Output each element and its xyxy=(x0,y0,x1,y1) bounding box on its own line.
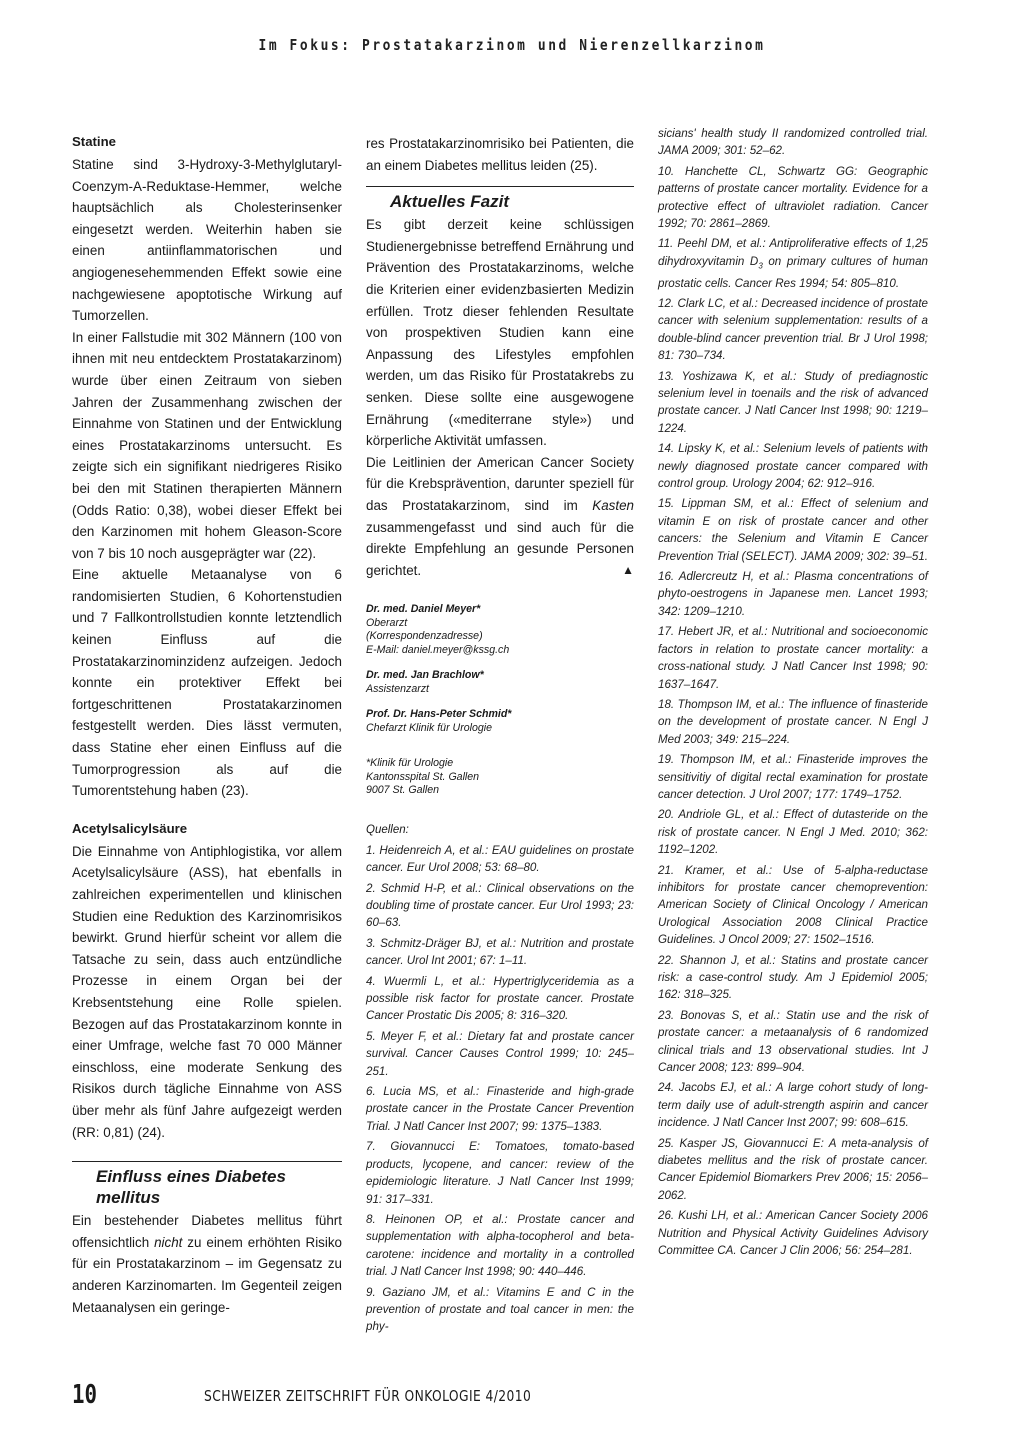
reference-item: 15. Lippman SM, et al.: Effect of selenium and vitamin E on risk of prostate cancer and other cancers: the Selenium and Vitamin E Cancer Prevention Trial (SELECT). JAMA 2009; 302: 39–51. xyxy=(658,497,929,563)
reference-list-col2 xyxy=(366,842,634,1336)
reference-item: 2. Schmid H-P, et al.: Clinical observations on the doubling time of prostate cancer. Eur Urol 1993; 23: 60–63. xyxy=(366,881,634,930)
author-email: E-Mail: daniel.meyer@kssg.ch xyxy=(366,643,510,656)
reference-item: 20. Andriole GL, et al.: Effect of dutasteride on the risk of prostate cancer. N Engl J Med. 2010; 362: 1192–1202. xyxy=(658,808,928,857)
reference-item: 14. Lipsky K, et al.: Selenium levels of patients with newly diagnosed prostate cancer compared with control group. Urology 2004; 62: 912–916. xyxy=(658,442,928,491)
author-name: Prof. Dr. Hans-Peter Schmid* xyxy=(366,708,512,721)
fazit-paragraph-1: Es gibt derzeit keine schlüssigen Studienergebnisse betreffend Ernährung und Prävention des Prostatakarzinoms, welche die Kriterien einer evidenzbasierten Medizin erfüllen. Trotz dieser fehlenden Resultate von prospektiven Studien kann eine Anpassung des Lifestyles empfohlen werden, um das Risiko für Prostatakrebs zu senken. Diese sollte eine ausgewogene Ernährung («mediterrane style») und körperliche Aktivität umfassen. xyxy=(366,217,634,449)
column-3 xyxy=(658,125,928,1263)
affiliation: *Klinik für Urologie Kantonsspital St. Gallen 9007 St. Gallen xyxy=(366,757,480,797)
reference-item: 5. Meyer F, et al.: Dietary fat and prostate cancer survival. Cancer Causes Control 1999; 10: 245–251. xyxy=(366,1029,634,1078)
diabetes-paragraph-1: Ein bestehender Diabetes mellitus führt offensichtlich nicht zu einem erhöhten Risiko für ein Prostatakarzinom – im Gegensatz zu anderen Karzinomarten. Im Gegenteil zeigen Metaanalysen ein geringe- xyxy=(72,1213,342,1315)
reference-item: 7. Giovannucci E: Tomatoes, tomato-based products, lycopene, and cancer: review of the epidemiologic literature. J Natl Cancer Inst 1999; 91: 317–331. xyxy=(366,1140,634,1206)
reference-item: 23. Bonovas S, et al.: Statin use and the risk of prostate cancer: a metaanalysis of 6 randomized clinical trials and 13 observational studies. Int J Cancer 2008; 123: 899–904. xyxy=(658,1008,928,1075)
statine-paragraph-2: In einer Fallstudie mit 302 Männern (100 von ihnen mit neu entdecktem Prostatakarzinom) wurde über einen Zeitraum von sieben Jahren der Zusammenhang zwischen der Einnahme von Statinen und der Entwicklung eines Prostatakarzinoms untersucht. Es zeigte sich ein signifikant niedrigeres Risiko bei den mit Statinen therapierten Männern (Odds Ratio: 0,38), wobei dieser Effekt bei den Karzinomen mit hohem Gleason-Score von 7 bis 10 noch ausgeprägter war (22). xyxy=(72,329,342,561)
statine-paragraph-1: Statine sind 3-Hydroxy-3-Methylglutaryl-Coenzym-A-Reduktase-Hemmer, welche hauptsächlich als Cholesterinsenker eingesetzt werden. Weiterhin haben sie einen antiinflammatorischen und angiogenesehemmenden Effekt sowie eine nachgewiesene apoptotische Wirkung auf Tumorzellen. xyxy=(72,157,342,324)
fazit-section-title: Aktuelles Fazit xyxy=(390,192,510,212)
reference-item: 21. Kramer, et al.: Use of 5-alpha-reductase inhibitors for prostate cancer chemoprevention: American Society of Clinical Oncology / American Urological Association 2008 Clinical Practice Guidelines. J Oncol 2009; 27: 1502–1516. xyxy=(658,863,928,947)
column-2 xyxy=(366,133,634,1339)
reference-item: 9. Gaziano JM, et al.: Vitamins E and C in the prevention of prostate and toal cancer in men: the phy- xyxy=(366,1285,634,1334)
reference-item: 16. Adlercreutz H, et al.: Plasma concentrations of phyto-oestrogens in Japanese men. Lancet 1993; 342: 1209–1210. xyxy=(658,570,928,618)
reference-item: 17. Hebert JR, et al.: Nutritional and socioeconomic factors in relation to prostate cancer mortality: a cross-national study. J Natl Cancer Inst 1998; 90: 1637–1647. xyxy=(658,625,928,691)
reference-item: 12. Clark LC, et al.: Decreased incidence of prostate cancer with selenium supplementation: results of a double-blind cancer prevention trial. Br J Urol 1998; 81: 730–734. xyxy=(658,296,928,363)
author-name: Dr. med. Daniel Meyer* xyxy=(366,603,481,616)
reference-item: 3. Schmitz-Dräger BJ, et al.: Nutrition and prostate cancer. Urol Int 2001; 67: 1–11. xyxy=(366,936,634,968)
reference-item: 4. Wuermli L, et al.: Hypertriglyceridemia as a possible risk factor for prostate cancer. Prostate Cancer Prostatic Dis 2005; 8: 316–320. xyxy=(366,974,634,1023)
section-divider xyxy=(366,186,634,187)
reference-item: 6. Lucia MS, et al.: Finasteride and high-grade prostate cancer in the Prostate Cancer Prevention Trial. J Natl Cancer Inst 2007; 99: 1375–1383. xyxy=(366,1085,634,1133)
journal-footer: SCHWEIZER ZEITSCHRIFT FÜR ONKOLOGIE 4/2010 xyxy=(204,1387,532,1405)
column-1 xyxy=(72,133,342,1318)
running-header: Im Fokus: Prostatakarzinom und Nierenzellkarzinom xyxy=(258,36,766,54)
reference-item: 26. Kushi LH, et al.: American Cancer Society 2006 Nutrition and Physical Activity Guidelines Advisory Committee CA. Cancer J Clin 2006; 56: 254–281. xyxy=(658,1209,928,1258)
diabetes-section-title: Einfluss eines Diabetes mellitus xyxy=(96,1167,286,1208)
statine-paragraph-3: Eine aktuelle Metaanalyse von 6 randomisierten Studien, 6 Kohortenstudien und 7 Fallkontrollstudien konnte letztendlich keinen Einfluss auf die Prostatakarzinominzidenz aufzeigen. Jedoch konnte ein protektiver Effekt bei fortgeschrittenen Prostatakarzinomen festgestellt werden. Dies lässt vermuten, dass Statine eher einen Einfluss auf die Tumorprogression als auf die Tumorentstehung haben (23). xyxy=(72,567,342,799)
reference-item: 11. Peehl DM, et al.: Antiproliferative effects of 1,25 dihydroxyvitamin $D_3$ on primary cultures of human prostatic cells. Cancer Res 1994; 54: 805–810. xyxy=(658,237,928,290)
reference-item: 24. Jacobs EJ, et al.: A large cohort study of long-term daily use of adult-strength aspirin and cancer incidence. J Natl Cancer Inst 2007; 99: 608–615. xyxy=(658,1081,928,1130)
author-block xyxy=(366,603,634,798)
reference-item: 18. Thompson IM, et al.: The influence of finasteride on the development of prostate cancer. N Engl J Med 2003; 349: 215–224. xyxy=(658,697,928,746)
author-entry: Dr. med. Jan Brachlow* Assistenzarzt xyxy=(366,669,634,696)
ass-paragraph-1: Die Einnahme von Antiphlogistika, vor allem Acetylsalicylsäure (ASS), hat ebenfalls in zahlreichen experimentellen und klinischen Studien eine Reduktion des Karzinomrisikos bewirkt. Grund hierfür scheint vor allem die Tatsache zu sein, dass auch entzündliche Prozesse in einem Organ bei der Krebsentstehung eine Rolle spielen. Bezogen auf das Prostatakarzinom konnte in einer Umfrage, welche fast 70 000 Männer einschloss, eine moderate Senkung des Risikos durch tägliche Einnahme von ASS über mehr als fünf Jahre aufgezeigt werden (RR: 0,81) (24). xyxy=(72,843,342,1140)
references-label: Quellen: xyxy=(366,823,409,836)
page-number: 10 xyxy=(72,1380,98,1410)
section-divider xyxy=(72,1161,342,1162)
reference-item: sicians' health study II randomized controlled trial. JAMA 2009; 301: 52–62. xyxy=(658,127,928,158)
end-of-article-mark: ▲ xyxy=(622,562,634,577)
reference-item: 1. Heidenreich A, et al.: EAU guidelines on prostate cancer. Eur Urol 2008; 53: 68–80. xyxy=(366,843,634,875)
statine-heading: Statine xyxy=(72,134,116,149)
reference-item: 10. Hanchette CL, Schwartz GG: Geographic patterns of prostate cancer mortality. Evidence for a protective effect of ultraviolet radiation. Cancer 1992; 70: 2861–2869. xyxy=(658,164,928,231)
author-entry: Dr. med. Daniel Meyer* Oberarzt (Korrespondenzadresse) E-Mail: daniel.meyer@kssg.ch xyxy=(366,603,634,657)
author-entry: Prof. Dr. Hans-Peter Schmid* Chefarzt Klinik für Urologie xyxy=(366,708,634,735)
reference-item: 13. Yoshizawa K, et al.: Study of prediagnostic selenium level in toenails and the risk of advanced prostate cancer. J Natl Cancer Inst 1998; 90: 1219–1224. xyxy=(658,369,928,435)
reference-item: 19. Thompson IM, et al.: Finasteride improves the sensitivitiy of digital rectal examination for prostate cancer detection. J Urol 2007; 177: 1749–1752. xyxy=(658,753,928,801)
diabetes-continuation: res Prostatakarzinomrisiko bei Patienten, die an einem Diabetes mellitus leiden (25). xyxy=(366,136,634,173)
ass-heading: Acetylsalicylsäure xyxy=(72,820,188,836)
reference-item: 25. Kasper JS, Giovannucci E: A meta-analysis of diabetes mellitus and the risk of prostate cancer. Cancer Epidemiol Biomarkers Prev 2006; 15: 2056–2062. xyxy=(658,1136,928,1202)
reference-item: 8. Heinonen OP, et al.: Prostate cancer and supplementation with alpha-tocopherol and beta-carotene: incidence and mortality in a controlled trial. J Natl Cancer Inst 1998; 90: 440–446. xyxy=(366,1212,634,1279)
reference-item: 22. Shannon J, et al.: Statins and prostate cancer risk: a case-control study. Am J Epidemiol 2005; 162: 318–325. xyxy=(658,953,928,1002)
author-name: Dr. med. Jan Brachlow* xyxy=(366,669,484,682)
fazit-paragraph-2: Die Leitlinien der American Cancer Society für die Krebsprävention, darunter speziell für das Prostatakarzinom, sind im Kasten zusammengefasst und sind auch für die direkte Empfehlung an gesunde Personen gerichtet. ▲ xyxy=(366,452,634,582)
